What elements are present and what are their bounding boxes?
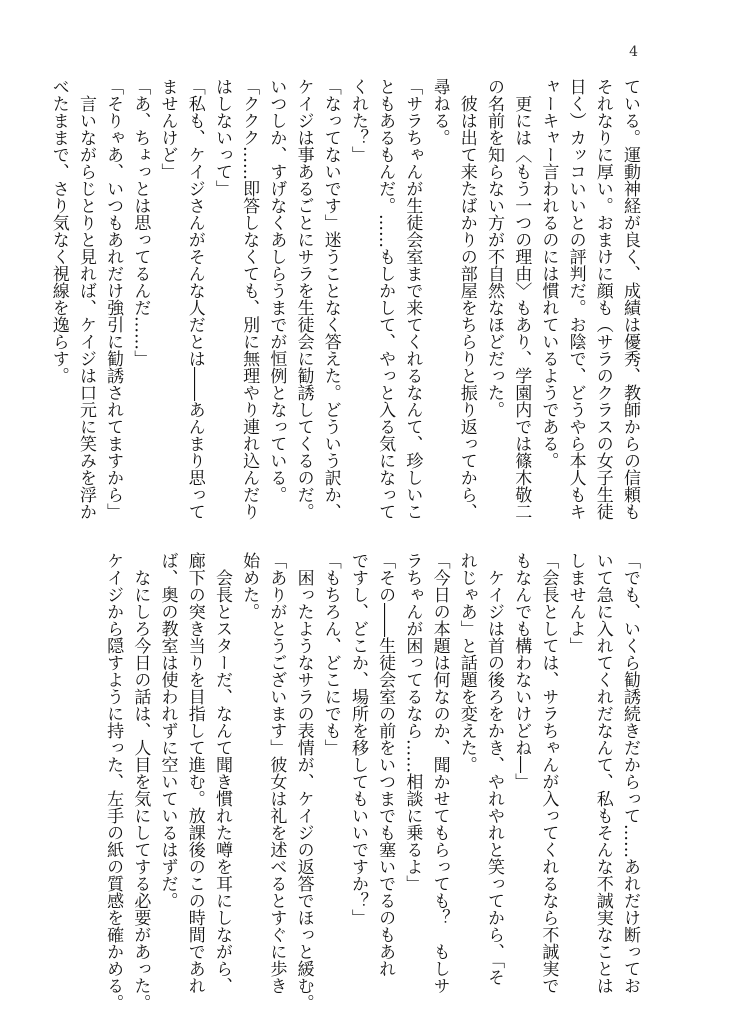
lower-text-block (99, 552, 643, 1011)
text-line: べたままで、さり気なく視線を逸らす。 (48, 78, 69, 384)
text-line: ャーキャー言われるのには慣れているようである。 (538, 78, 559, 469)
text-line: 困ったようなサラの表情が、ケイジの返答でほっと緩む。 (293, 552, 314, 1011)
text-line: いて急に入れてくれだなんて、私もそんな不誠実なことは (592, 552, 613, 994)
text-line: 日く）カッコいいとの評判だ。お陰で、どうやら本人もキ (565, 78, 586, 520)
text-line: ですし、どこか、場所を移してもいいですか？」 (347, 552, 368, 926)
text-line: 「サラちゃんが生徒会室まで来てくれるなんて、珍しいこ (402, 78, 423, 520)
text-line: それなりに厚い。おまけに顔も（サラのクラスの女子生徒 (592, 78, 613, 520)
text-line: はしないって」 (211, 78, 232, 197)
text-line: 「会長としては、サラちゃんが入ってくれるなら不誠実で (538, 552, 559, 994)
text-line: しませんよ」 (565, 552, 586, 654)
text-line: 「でも、いくら勧誘続きだからって……あれだけ断ってお (620, 552, 640, 994)
text-line: ともあるもんだ。……もしかして、やっと入る気になって (375, 78, 396, 520)
text-line: の名前を知らない方が不自然なほどだった。 (483, 78, 504, 418)
text-line: 「なってないです」迷うことなく答えた。どういう訳か、 (320, 78, 341, 520)
text-line: ませんけど」 (157, 78, 178, 180)
text-line: もなんでも構わないけどね―」 (511, 552, 532, 790)
page-number: 4 (629, 44, 638, 60)
text-line: ば、奥の教室は使われずに空いているはずだ。 (157, 552, 178, 909)
upper-text-block (45, 78, 643, 520)
text-line: 会長とスターだ、なんて聞き慣れた噂を耳にしながら、 (211, 552, 232, 994)
text-line: ケイジは首の後ろをかき、やれやれと笑ってから、「そ (483, 552, 504, 986)
text-line: 「私も、ケイジさんがそんな人だとは――あんまり思って (184, 78, 205, 520)
text-line: なにしろ今日の話は、人目を気にしてする必要があった。 (130, 552, 151, 1011)
text-line: ている。運動神経が良く、成績は優秀、教師からの信頼も (620, 78, 640, 520)
text-line: ケイジは事あるごとにサラを生徒会に勧誘してくるのだ。 (293, 78, 314, 520)
text-line: 廊下の突き当りを目指して進む。放課後のこの時間であれ (184, 552, 205, 994)
text-line: 更には〈もう一つの理由〉もあり、学園内では篠木敬二 (511, 78, 532, 520)
text-line: 「ありがとうございます」彼女は礼を述べるとすぐに歩き (266, 552, 287, 994)
text-line: いつしか、すげなくあしらうまでが恒例となっている。 (266, 78, 287, 503)
text-line: 「ククク……即答しなくても、別に無理やり連れ込んだり (239, 78, 260, 520)
text-line: 尋ねる。 (429, 78, 450, 146)
text-line: 始めた。 (239, 552, 260, 620)
text-line: 「今日の本題は何なのか、聞かせてもらっても？ もしサ (429, 552, 450, 994)
text-line: 「あ、ちょっとは思ってるんだ……」 (130, 78, 151, 367)
text-line: 「そりゃあ、いつもあれだけ強引に勧誘されてますから」 (103, 78, 124, 520)
text-line: くれた？」 (347, 78, 368, 163)
text-line: 彼は出て来たばかりの部屋をちらりと振り返ってから、 (456, 78, 477, 520)
text-line: ラちゃんが困ってるなら……相談に乗るよ」 (402, 552, 423, 892)
text-line: 言いながらじとりと見れば、ケイジは口元に笑みを浮か (75, 78, 96, 520)
text-line: 「その――生徒会室の前をいつまでも塞いでるのもあれ (375, 552, 396, 977)
text-line: ケイジから隠すように持った、左手の紙の質感を確かめる。 (103, 552, 124, 1011)
text-line: れじゃあ」と話題を変えた。 (456, 552, 477, 773)
text-line: 「もちろん、どこにでも」 (320, 552, 341, 756)
